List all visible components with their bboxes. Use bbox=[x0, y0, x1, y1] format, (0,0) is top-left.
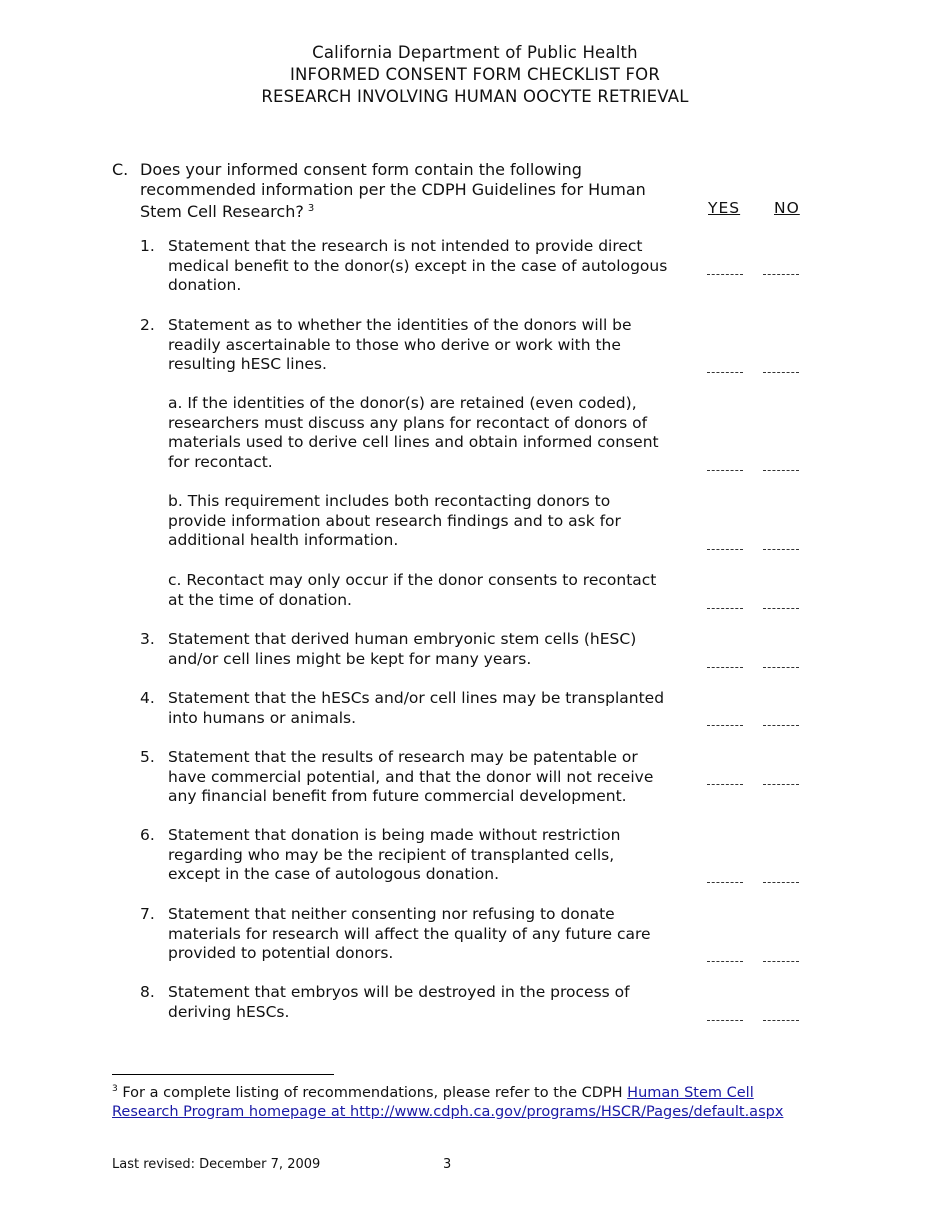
no-answer-blank[interactable] bbox=[763, 725, 799, 726]
footnote-marker: 3 bbox=[112, 1084, 118, 1094]
item-text: Statement that neither consenting nor refusing to donate materials for research will affect the quality of any future care provided to potential donors. bbox=[168, 905, 651, 963]
footnote-ref: 3 bbox=[307, 203, 315, 214]
item-number: 3. bbox=[140, 630, 155, 648]
yes-column-header: YES bbox=[708, 199, 741, 217]
checklist-item bbox=[140, 630, 670, 669]
no-answer-blank[interactable] bbox=[763, 372, 799, 373]
no-answer-blank[interactable] bbox=[763, 961, 799, 962]
no-column-header: NO bbox=[774, 199, 800, 217]
yes-answer-blank[interactable] bbox=[707, 667, 743, 668]
no-answer-blank[interactable] bbox=[763, 274, 799, 275]
item-text: Statement that derived human embryonic stem cells (hESC) and/or cell lines might be kept for many years. bbox=[168, 630, 637, 668]
item-text: Statement that embryos will be destroyed in the process of deriving hESCs. bbox=[168, 983, 630, 1021]
yes-answer-blank[interactable] bbox=[707, 549, 743, 550]
last-revised: Last revised: December 7, 2009 bbox=[112, 1157, 321, 1172]
no-answer-blank[interactable] bbox=[763, 882, 799, 883]
checklist-item bbox=[140, 237, 670, 296]
yes-answer-blank[interactable] bbox=[707, 784, 743, 785]
footnote-text: For a complete listing of recommendations, please refer to the CDPH bbox=[122, 1085, 623, 1101]
yes-answer-blank[interactable] bbox=[707, 1020, 743, 1021]
item-number: 7. bbox=[140, 905, 155, 923]
checklist-item bbox=[140, 905, 670, 964]
no-answer-blank[interactable] bbox=[763, 470, 799, 471]
page-number: 3 bbox=[443, 1157, 452, 1172]
item-text: Statement that the hESCs and/or cell lines may be transplanted into humans or animals. bbox=[168, 689, 665, 727]
item-text: b. This requirement includes both recontacting donors to provide information about research findings and to ask for additional health information. bbox=[168, 492, 621, 550]
yes-answer-blank[interactable] bbox=[707, 372, 743, 373]
no-answer-blank[interactable] bbox=[763, 549, 799, 550]
yes-answer-blank[interactable] bbox=[707, 274, 743, 275]
item-number: 1. bbox=[140, 237, 155, 255]
no-answer-blank[interactable] bbox=[763, 608, 799, 609]
item-text: Statement that donation is being made without restriction regarding who may be the recipient of transplanted cells, except in the case of autologous donation. bbox=[168, 826, 621, 884]
checklist-subitem bbox=[140, 492, 670, 551]
item-number: 4. bbox=[140, 689, 155, 707]
yes-answer-blank[interactable] bbox=[707, 470, 743, 471]
form-title-line1: INFORMED CONSENT FORM CHECKLIST FOR bbox=[289, 65, 661, 84]
yes-answer-blank[interactable] bbox=[707, 961, 743, 962]
item-text: Statement as to whether the identities of the donors will be readily ascertainable to those who derive or work with the resulting hESC lines. bbox=[168, 316, 632, 374]
item-number: 5. bbox=[140, 748, 155, 766]
item-text: Statement that the research is not intended to provide direct medical benefit to the donor(s) except in the case of autologous donation. bbox=[168, 237, 668, 295]
item-number: 2. bbox=[140, 316, 155, 334]
section-letter: C. bbox=[112, 160, 129, 179]
yes-answer-blank[interactable] bbox=[707, 725, 743, 726]
yes-answer-blank[interactable] bbox=[707, 882, 743, 883]
checklist-item bbox=[140, 826, 670, 885]
no-answer-blank[interactable] bbox=[763, 784, 799, 785]
checklist-item bbox=[140, 748, 670, 807]
checklist-subitem bbox=[140, 394, 670, 473]
form-title-line2: RESEARCH INVOLVING HUMAN OOCYTE RETRIEVAL bbox=[261, 87, 689, 106]
item-number: 6. bbox=[140, 826, 155, 844]
section-question-text bbox=[140, 160, 672, 222]
question-text: Does your informed consent form contain the following recommended information per the CDPH Guidelines for Human Stem Cell Research? bbox=[140, 160, 646, 221]
checklist-item bbox=[140, 316, 670, 375]
item-text: a. If the identities of the donor(s) are retained (even coded), researchers must discuss any plans for recontact of donors of materials used to derive cell lines and obtain informed consent for recontact. bbox=[168, 394, 659, 472]
yes-answer-blank[interactable] bbox=[707, 608, 743, 609]
footnote-divider bbox=[112, 1074, 334, 1075]
agency-name: California Department of Public Health bbox=[312, 43, 638, 62]
checklist-subitem bbox=[140, 571, 670, 610]
item-text: c. Recontact may only occur if the donor consents to recontact at the time of donation. bbox=[168, 571, 657, 609]
item-text: Statement that the results of research may be patentable or have commercial potential, and that the donor will not receive any financial benefit from future commercial development. bbox=[168, 748, 654, 806]
item-number: 8. bbox=[140, 983, 155, 1001]
footnote bbox=[112, 1080, 812, 1121]
hscr-program-link[interactable]: Human Stem Cell Research Program homepage at http://www.cdph.ca.gov/programs/HSCR/Pages/default.aspx bbox=[112, 1085, 784, 1120]
checklist-item bbox=[140, 689, 670, 728]
no-answer-blank[interactable] bbox=[763, 667, 799, 668]
section-question bbox=[112, 160, 672, 222]
document-header bbox=[0, 42, 950, 108]
checklist-item bbox=[140, 983, 670, 1022]
no-answer-blank[interactable] bbox=[763, 1020, 799, 1021]
